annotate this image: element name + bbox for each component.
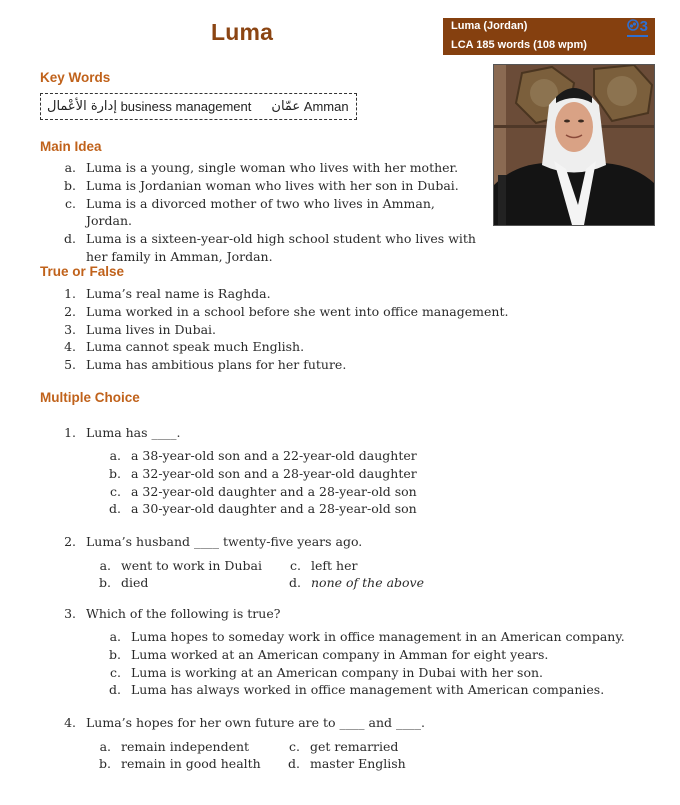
mc-option[interactable]: a. went to work in Dubai <box>99 558 262 573</box>
mc-option[interactable]: c. a 32-year-old daughter and a 28-year-old son <box>110 483 417 499</box>
mc-option[interactable]: c. get remarried <box>289 739 399 754</box>
true-false-item: 3. Luma lives in Dubai. <box>64 321 216 337</box>
mc-option[interactable]: a. a 38-year-old son and a 22-year-old daughter <box>109 448 417 463</box>
page-title: Luma <box>211 19 274 45</box>
main-idea-heading: Main Idea <box>40 139 102 154</box>
true-false-heading: True or False <box>40 264 125 279</box>
mc-option[interactable]: b. Luma worked at an American company in Amman for eight years. <box>109 646 549 662</box>
mc-option[interactable]: a. Luma hopes to someday work in office management in an American company. <box>109 629 625 644</box>
speaker-photo <box>493 64 655 226</box>
key-words-heading: Key Words <box>40 70 111 85</box>
mc-option[interactable]: b. a 32-year-old son and a 28-year-old daughter <box>109 465 417 481</box>
key-word-arabic: عمّان <box>271 99 301 114</box>
mc-question-4: 4. Luma’s hopes for her own future are to ____ and ____. <box>64 715 425 730</box>
key-word-english: Amman <box>303 99 349 114</box>
key-word-english: business management <box>120 99 252 114</box>
mc-question-4-options <box>97 738 437 774</box>
audio-link[interactable] <box>627 19 648 37</box>
mc-option[interactable]: c. Luma is working at an American company in Dubai with her son. <box>110 664 544 680</box>
lesson-stats: LCA 185 words (108 wpm) <box>451 39 587 51</box>
mc-option[interactable]: d. a 30-year-old daughter and a 28-year-old son <box>109 501 417 517</box>
true-false-item: 4. Luma cannot speak much English. <box>64 339 305 355</box>
lesson-info-box <box>443 18 655 55</box>
true-false-item: 2. Luma worked in a school before she went into office management. <box>64 303 509 319</box>
mc-question-3: 3. Which of the following is true? <box>64 606 281 621</box>
key-words-box <box>40 93 357 120</box>
key-word-arabic: إدارة الأعْمال <box>47 99 117 114</box>
mc-question-3-options <box>97 628 637 699</box>
mc-question-2: 2. Luma’s husband ____ twenty-five years ago. <box>64 534 363 549</box>
mc-option[interactable]: d. Luma has always worked in office management with American companies. <box>109 682 605 698</box>
mc-question-1: 1. Luma has ____. <box>64 425 181 440</box>
main-idea-option-d[interactable]: d. Luma is a sixteen-year-old high school student who lives with <box>64 231 476 247</box>
speaker-country: Luma (Jordan) <box>451 20 528 32</box>
mc-option[interactable]: d. master English <box>288 756 406 771</box>
mc-option[interactable]: c. left her <box>290 558 358 573</box>
main-idea-option-a[interactable]: a. Luma is a young, single woman who lives with her mother. <box>64 160 459 175</box>
main-idea-option-c[interactable]: c. Luma is a divorced mother of two who lives in Amman, Jordan. <box>65 195 435 229</box>
mc-question-1-options <box>97 447 437 518</box>
main-idea-option-b[interactable]: b. Luma is Jordanian woman who lives with her son in Dubai. <box>64 177 459 193</box>
multiple-choice-heading: Multiple Choice <box>40 390 140 405</box>
mc-option[interactable]: b. remain in good health <box>99 756 261 771</box>
mc-option[interactable]: d. none of the above <box>289 575 425 590</box>
mc-option[interactable]: b. died <box>99 575 149 590</box>
mc-question-2-options <box>97 557 437 593</box>
audio-link-icon <box>627 19 639 35</box>
main-idea-option-d-continued: her family in Amman, Jordan. <box>86 248 273 264</box>
mc-option[interactable]: a. remain independent <box>99 739 250 754</box>
main-idea-options <box>52 159 482 266</box>
true-false-items <box>52 285 512 374</box>
true-false-item: 5. Luma has ambitious plans for her future. <box>64 357 347 373</box>
audio-number: 3 <box>639 18 648 35</box>
true-false-item: 1. Luma’s real name is Raghda. <box>64 286 271 301</box>
